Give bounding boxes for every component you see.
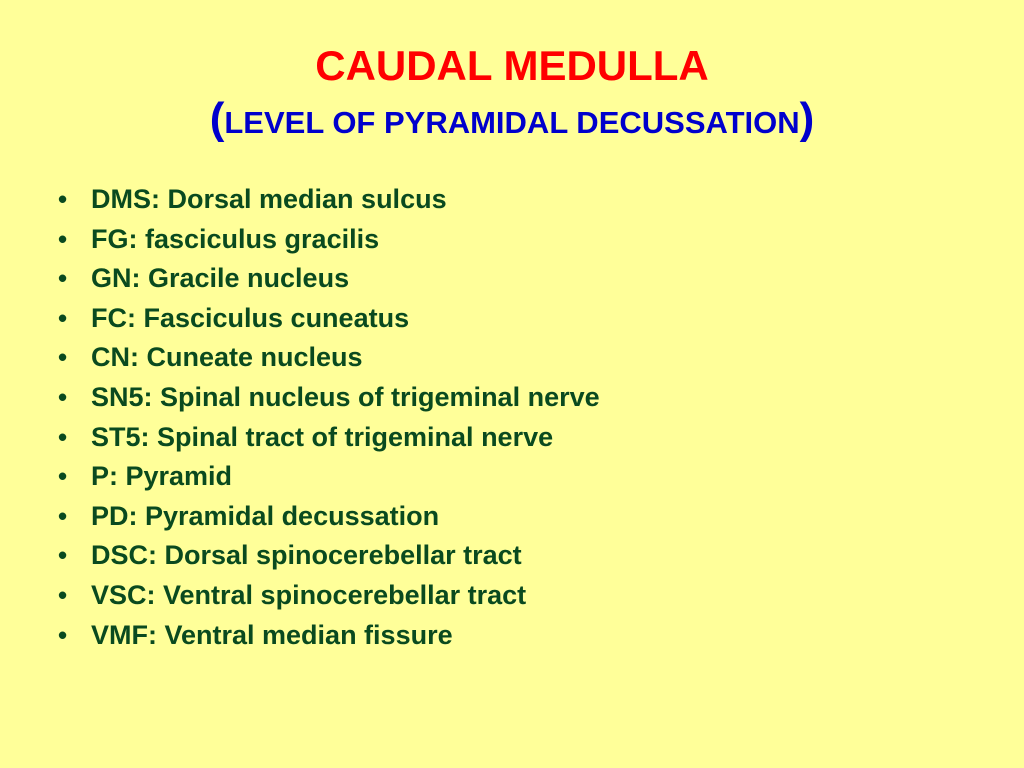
bullet-text: GN: Gracile nucleus xyxy=(91,263,350,294)
bullet-text: FC: Fasciculus cuneatus xyxy=(91,302,410,333)
bullet-item xyxy=(58,338,600,378)
subtitle-open-paren: ( xyxy=(209,94,225,143)
bullet-dot-icon: • xyxy=(58,263,68,294)
title-block xyxy=(0,38,1024,154)
subtitle-text: LEVEL OF PYRAMIDAL DECUSSATION xyxy=(224,105,800,140)
bullet-dot-icon: • xyxy=(58,302,68,333)
bullet-text: VSC: Ventral spinocerebellar tract xyxy=(91,579,527,610)
bullet-dot-icon: • xyxy=(58,461,68,492)
bullet-item xyxy=(58,378,600,418)
bullet-dot-icon: • xyxy=(58,619,68,650)
bullet-text: VMF: Ventral median fissure xyxy=(91,619,453,650)
bullet-dot-icon: • xyxy=(58,421,68,452)
bullet-dot-icon: • xyxy=(58,500,68,531)
bullet-text: P: Pyramid xyxy=(91,461,233,492)
bullet-dot-icon: • xyxy=(58,381,68,412)
bullet-dot-icon: • xyxy=(58,579,68,610)
bullet-dot-icon: • xyxy=(58,184,68,214)
bullet-item xyxy=(58,259,600,299)
bullet-item xyxy=(58,497,600,537)
bullet-text: CN: Cuneate nucleus xyxy=(91,342,363,373)
bullet-item xyxy=(58,299,600,339)
bullet-dot-icon: • xyxy=(58,223,68,254)
bullet-item xyxy=(58,576,600,616)
bullet-item xyxy=(58,536,600,576)
bullet-list xyxy=(58,180,600,655)
bullet-text: DMS: Dorsal median sulcus xyxy=(91,184,447,214)
bullet-item xyxy=(58,220,600,260)
bullet-item xyxy=(58,180,600,220)
bullet-text: ST5: Spinal tract of trigeminal nerve xyxy=(91,421,554,452)
slide-subtitle xyxy=(0,94,1024,154)
bullet-text: PD: Pyramidal decussation xyxy=(91,500,440,531)
bullet-item xyxy=(58,457,600,497)
bullet-item xyxy=(58,616,600,656)
subtitle-close-paren: ) xyxy=(799,94,815,143)
bullet-text: SN5: Spinal nucleus of trigeminal nerve xyxy=(91,381,600,412)
bullet-text: DSC: Dorsal spinocerebellar tract xyxy=(91,540,522,571)
bullet-item xyxy=(58,418,600,458)
slide-title: CAUDAL MEDULLA xyxy=(315,42,709,89)
bullet-dot-icon: • xyxy=(58,540,68,571)
bullet-text: FG: fasciculus gracilis xyxy=(91,223,380,254)
bullet-dot-icon: • xyxy=(58,342,68,373)
